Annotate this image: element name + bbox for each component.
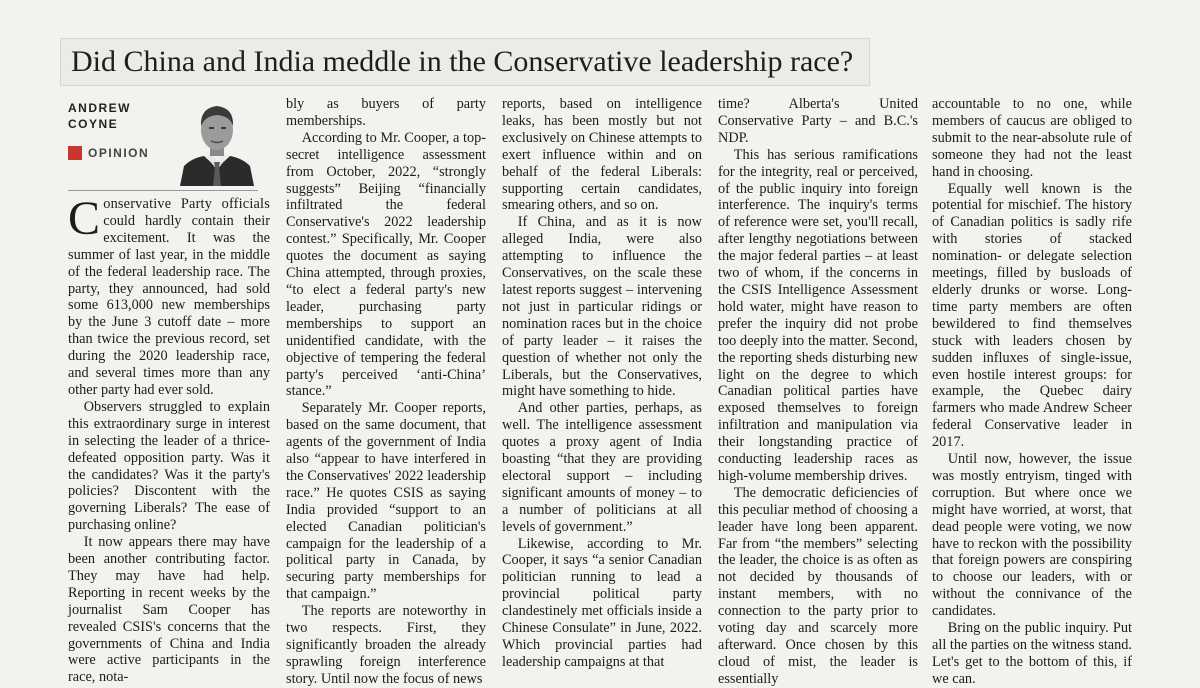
section-tag <box>68 144 149 160</box>
paragraph: And other parties, perhaps, as well. The intelligence assessment quotes a proxy agent of India boasting “that they are providing electoral support – including significant amounts of money – to a number of politicians at all levels of government.” <box>502 400 702 535</box>
paragraph: accountable to no one, while members of caucus are obliged to submit to the near-absolute rule of someone they had not the least hand in choosing. <box>932 96 1132 180</box>
article-column-1 <box>68 192 270 686</box>
author-first-name: ANDREW <box>68 101 131 115</box>
paragraph: reports, based on intelligence leaks, has been mostly but not exclusively on Chinese attempts to exert influence within and on behalf of the federal Liberals: supporting certain candidates, smearing others, and so on. <box>502 96 702 214</box>
paragraph: This has serious ramifications for the integrity, real or perceived, of the public inquiry into foreign interference. The inquiry's terms of reference were set, you'll recall, after lengthy negotiations between the major federal parties – at least two of whom, if the concerns in the CSIS Intelligence Assessment hold water, might have reason to prefer the inquiry did not probe too deeply into the matter. Second, the reporting sheds disturbing new light on the degree to which Canadian political parties have exposed themselves to foreign infiltration and manipulation via their longstanding practice of conducting leadership races as high-volume membership drives. <box>718 146 918 484</box>
paragraph: If China, and as it is now alleged India, were also attempting to influence the Conservatives, on the scale these latest reports suggest – intervening not just in particular ridings or nomination races but in the choice of party leader – it raises the question of whether not only the Liberals, but the Conservatives, might have something to hide. <box>502 214 702 400</box>
section-color-square-icon <box>68 146 82 160</box>
headline-banner <box>60 38 870 86</box>
article-column-5 <box>932 96 1132 688</box>
paragraph: Likewise, according to Mr. Cooper, it says “a senior Canadian politician running to lead a provincial political party clandestinely met officials inside a Chinese Consulate” in June, 2022. Which provincial parties had leadership campaigns at that <box>502 535 702 670</box>
section-label: OPINION <box>88 145 150 160</box>
article-column-4 <box>718 96 918 688</box>
paragraph: The democratic deficiencies of this peculiar method of choosing a leader have long been apparent. Far from “the members” selecting the leader, the choice is as often as not decided by thousands of instant members, with no connection to the party prior to voting day and scarcely more afterward. Once chosen by this cloud of mist, the leader is essentially <box>718 484 918 687</box>
paragraph: Observers struggled to explain this extraordinary surge in interest in selecting the leader of a thrice-defeated opposition party. Was it the candidates? Was it the party's policies? Discontent with the governing Liberals? The ease of purchasing online? <box>68 398 270 534</box>
paragraph: Bring on the public inquiry. Put all the parties on the witness stand. Let's get to the bottom of this, if we can. <box>932 620 1132 687</box>
paragraph: The reports are noteworthy in two respects. First, they significantly broaden the already sprawling foreign interference story. Until now the focus of news <box>286 603 486 687</box>
article-column-2 <box>286 96 486 688</box>
paragraph: bly as buyers of party memberships. <box>286 96 486 129</box>
paragraph: Separately Mr. Cooper reports, based on the same document, that agents of the government of India also “appear to have interfered in the Conservatives' 2022 leadership race.” He quotes CSIS as saying India provided “support to an elected Canadian politician's campaign for the leadership of a political party in Canada, by securing party memberships for that campaign.” <box>286 400 486 603</box>
paragraph: Until now, however, the issue was mostly entryism, tinged with corruption. But where once we might have worried, at worst, that dead people were voting, we now have to reckon with the possibility that foreign powers are conspiring to choose our leaders, with or without the connivance of the candidates. <box>932 451 1132 620</box>
article-column-3 <box>502 96 702 671</box>
paragraph: It now appears there may have been another contributing factor. They may have had help. Reporting in recent weeks by the journalist Sam Cooper has revealed CSIS's concerns that the governments of China and India were active participants in the race, nota- <box>68 534 270 686</box>
byline-divider <box>68 190 258 191</box>
author-last-name: COYNE <box>68 117 119 131</box>
author-headshot-icon <box>178 96 256 186</box>
paragraph: Conservative Party officials could hardly contain their excitement. It was the summer of last year, in the middle of the federal leadership race. The party, they announced, had sold some 613,000 new memberships by the June 3 cutoff date – more than twice the previous record, set during the 2020 leadership race, and several times more than any other party had ever sold. <box>68 192 270 398</box>
author-photo <box>178 96 256 186</box>
paragraph: time? Alberta's United Conservative Party – and B.C.'s NDP. <box>718 96 918 146</box>
headline: Did China and India meddle in the Conservative leadership race? <box>71 45 854 78</box>
bleed-through-ghost-text <box>60 0 1160 22</box>
paragraph: Equally well known is the potential for mischief. The history of Canadian politics is sadly rife with stories of stacked nomination- or delegate selection meetings, filled by busloads of elderly drunks or worse. Long-time party members are often bewildered to find themselves stuck with leaders chosen by sudden influxes of single-issue, even hostile interest groups: for example, the Quebec dairy farmers who made Andrew Scheer federal Conservative leader in 2017. <box>932 180 1132 451</box>
byline <box>68 100 178 160</box>
paragraph: According to Mr. Cooper, a top-secret intelligence assessment from October, 2022, “strongly suggests” Beijing “financially infiltrated the federal Conservative's 2022 leadership contest.” Specifically, Mr. Cooper quotes the document as saying China attempted, through proxies, “to elect a federal party's new leader, purchasing party memberships to support an unidentified candidate, with the objective of tempering the federal party's perceived ‘anti-China’ stance.” <box>286 129 486 400</box>
